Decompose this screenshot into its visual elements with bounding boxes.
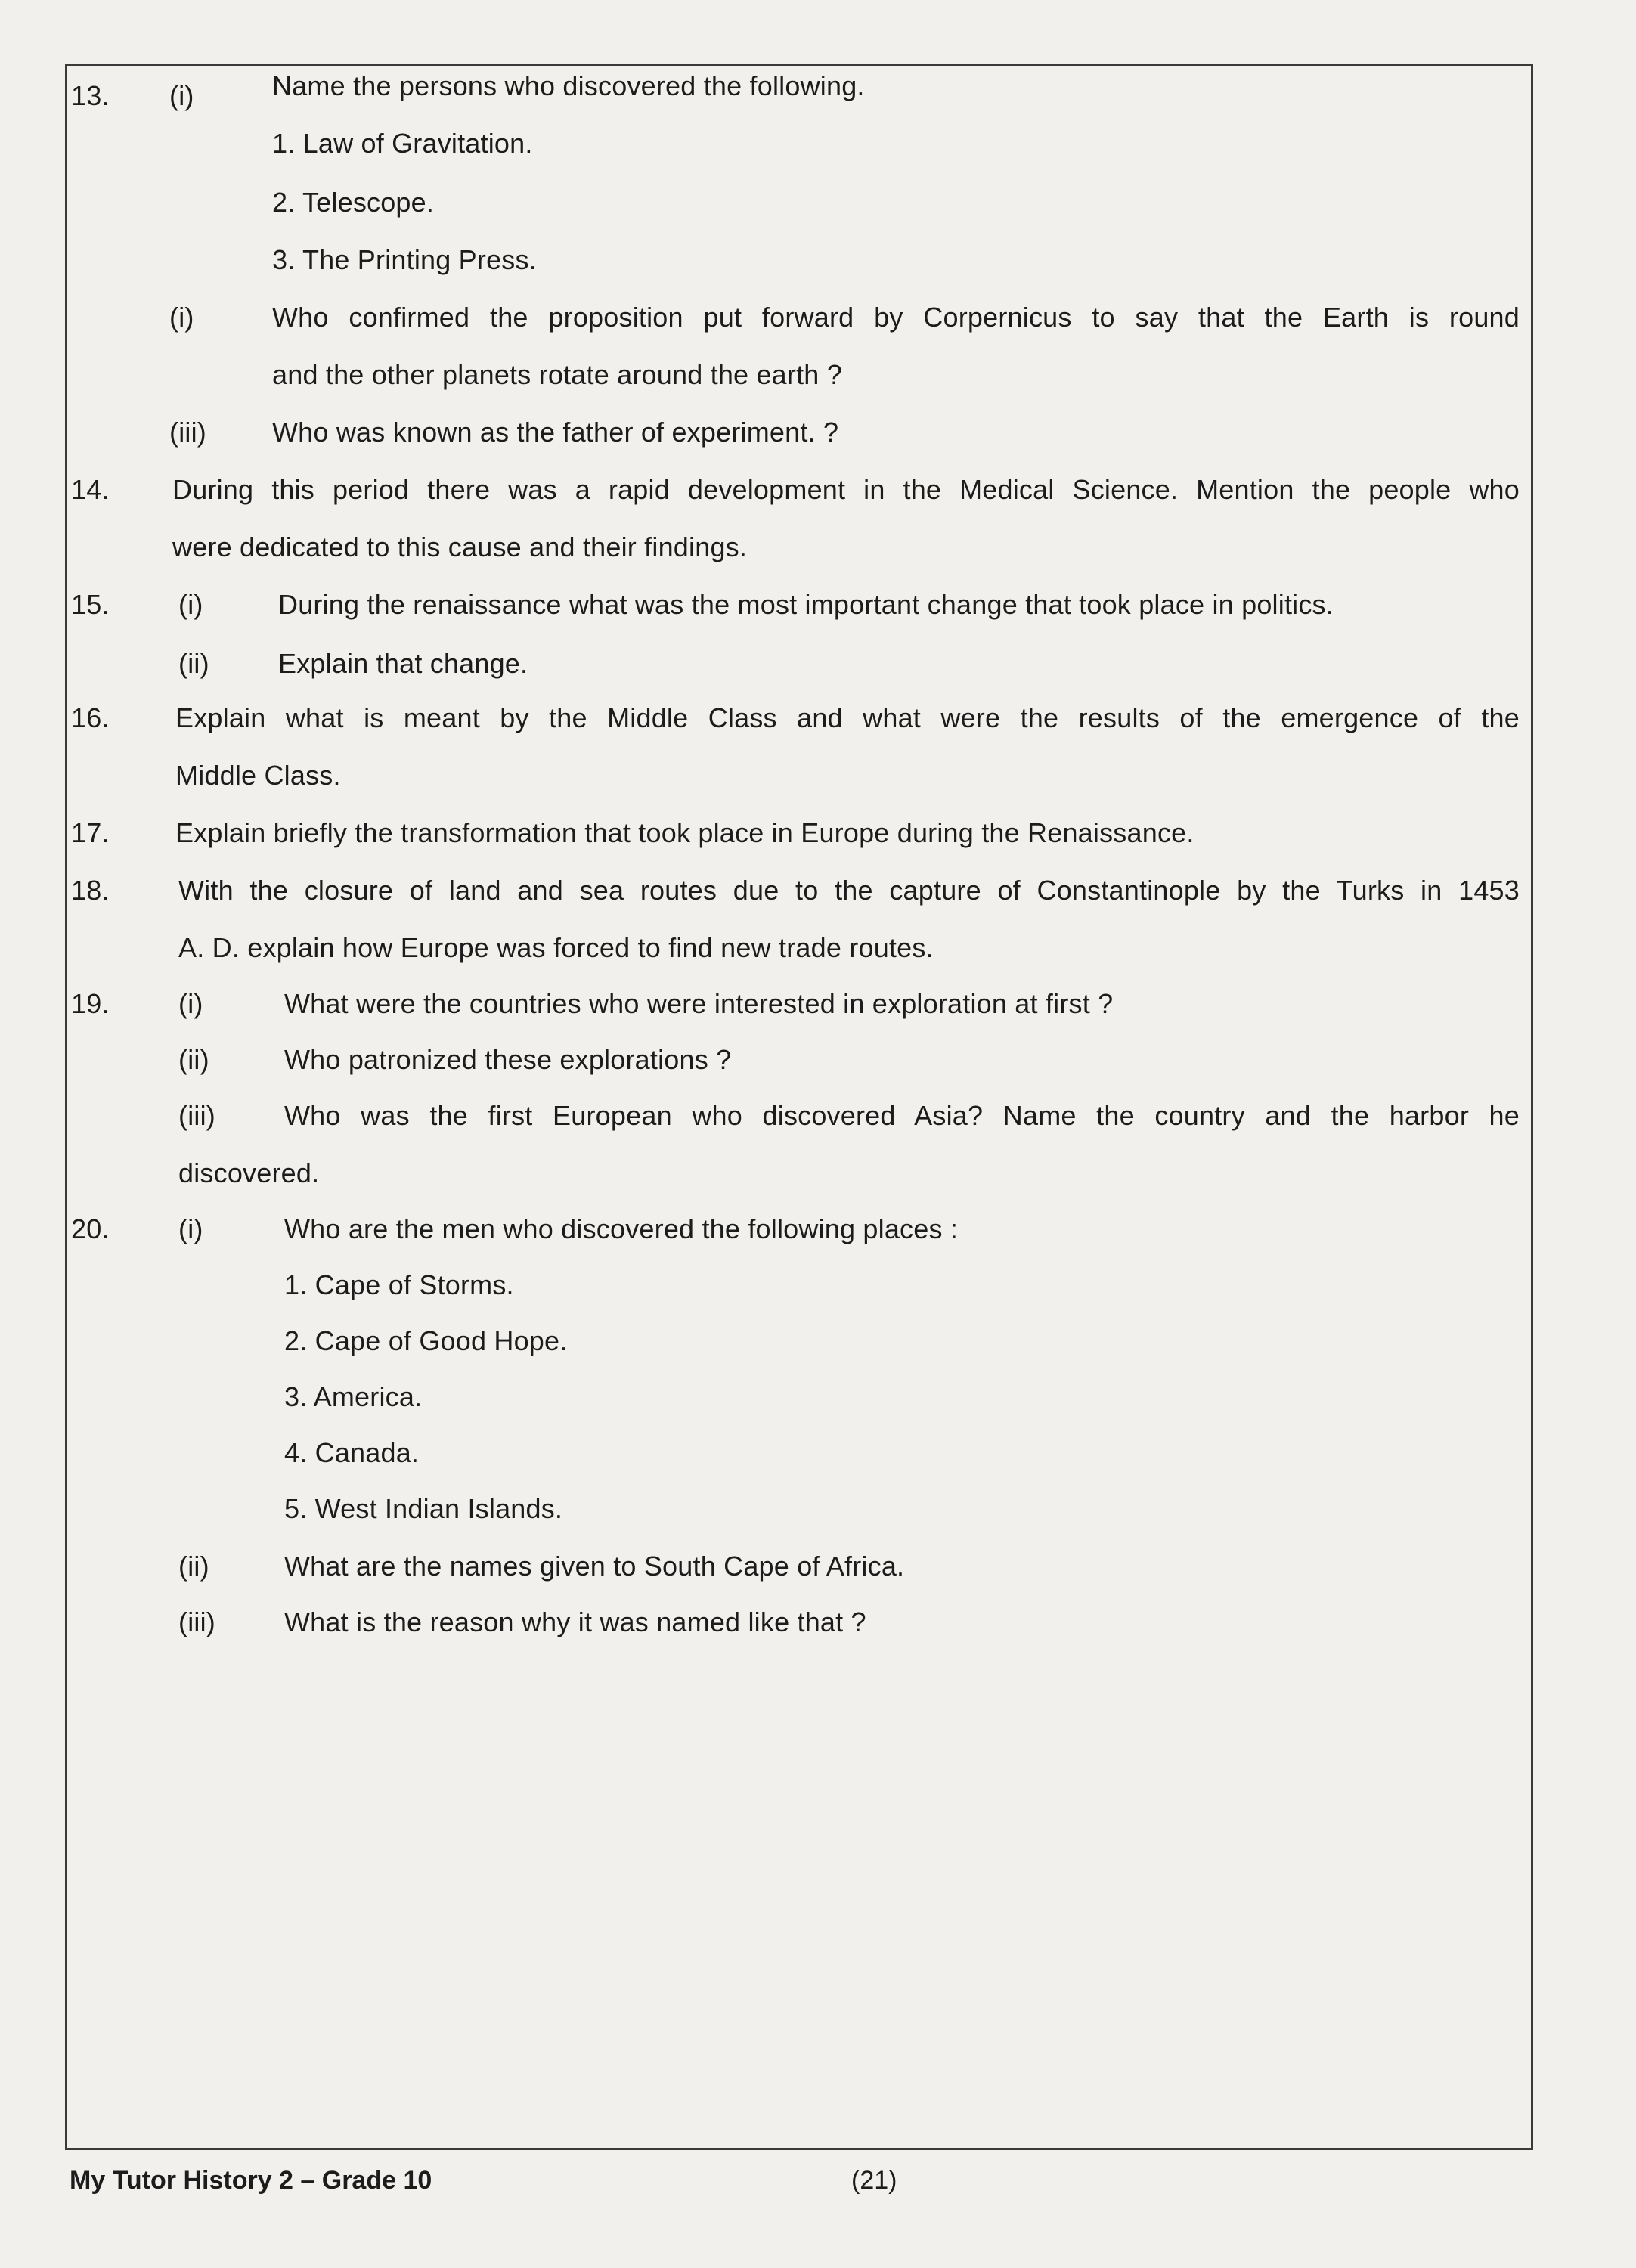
question-16-text-line-2: Middle Class. (175, 760, 341, 791)
question-19-iii-text-line-2: discovered. (178, 1157, 320, 1188)
question-13-ii-text-line-2: and the other planets rotate around the earth ? (272, 359, 842, 390)
question-19-ii-label: (ii) (178, 1044, 209, 1075)
question-17-text: Explain briefly the transformation that took place in Europe during the Renaissance. (175, 817, 1194, 848)
question-20-ii-label: (ii) (178, 1551, 209, 1582)
question-20-i-label: (i) (178, 1213, 203, 1244)
question-18-number: 18. (71, 875, 110, 906)
question-19-i-label: (i) (178, 988, 203, 1019)
question-14-number: 14. (71, 474, 110, 505)
question-13-i-text: Name the persons who discovered the following. (272, 70, 865, 101)
question-13-number: 13. (71, 80, 110, 111)
question-20-item-5: 5. West Indian Islands. (284, 1493, 563, 1524)
question-13-iii-text: Who was known as the father of experiment. ? (272, 417, 839, 448)
question-20-iii-label: (iii) (178, 1606, 215, 1637)
question-19-ii-text: Who patronized these explorations ? (284, 1044, 732, 1075)
question-20-item-2: 2. Cape of Good Hope. (284, 1325, 568, 1356)
footer-page-number: (21) (851, 2166, 897, 2195)
question-18-text-line-2: A. D. explain how Europe was forced to find new trade routes. (178, 932, 934, 963)
footer-book-title: My Tutor History 2 – Grade 10 (70, 2166, 432, 2195)
question-17-number: 17. (71, 817, 110, 848)
question-20-ii-text: What are the names given to South Cape of Africa. (284, 1551, 905, 1582)
question-19-iii-text-line-1: Who was the first European who discovered Asia? Name the country and the harbor he (284, 1100, 1520, 1131)
question-19-number: 19. (71, 988, 110, 1019)
question-13-item-2: 2. Telescope. (272, 187, 435, 218)
question-15-i-text: During the renaissance what was the most important change that took place in politics. (278, 589, 1334, 620)
question-19-iii-label: (iii) (178, 1100, 215, 1131)
question-15-ii-label: (ii) (178, 648, 209, 679)
question-20-i-text: Who are the men who discovered the following places : (284, 1213, 959, 1244)
question-13-ii-label: (i) (169, 302, 194, 333)
question-14-text-line-1: During this period there was a rapid development in the Medical Science. Mention the people who (172, 474, 1520, 505)
question-15-ii-text: Explain that change. (278, 648, 528, 679)
question-14-text-line-2: were dedicated to this cause and their findings. (172, 531, 748, 562)
question-13-iii-label: (iii) (169, 417, 206, 448)
question-19-i-text: What were the countries who were interested in exploration at first ? (284, 988, 1114, 1019)
question-15-i-label: (i) (178, 589, 203, 620)
question-18-text-line-1: With the closure of land and sea routes due to the capture of Constantinople by the Turks in 1453 (178, 875, 1520, 906)
question-13-ii-text-line-1: Who confirmed the proposition put forward by Corpernicus to say that the Earth is round (272, 302, 1520, 333)
question-13-item-3: 3. The Printing Press. (272, 244, 537, 275)
question-15-number: 15. (71, 589, 110, 620)
question-13-item-1: 1. Law of Gravitation. (272, 128, 533, 159)
question-20-item-3: 3. America. (284, 1381, 423, 1412)
question-13-i-label: (i) (169, 80, 194, 111)
question-16-number: 16. (71, 702, 110, 733)
question-20-iii-text: What is the reason why it was named like that ? (284, 1606, 866, 1637)
question-20-item-4: 4. Canada. (284, 1437, 420, 1468)
question-16-text-line-1: Explain what is meant by the Middle Class and what were the results of the emergence of the (175, 702, 1520, 733)
question-20-item-1: 1. Cape of Storms. (284, 1269, 514, 1300)
question-20-number: 20. (71, 1213, 110, 1244)
